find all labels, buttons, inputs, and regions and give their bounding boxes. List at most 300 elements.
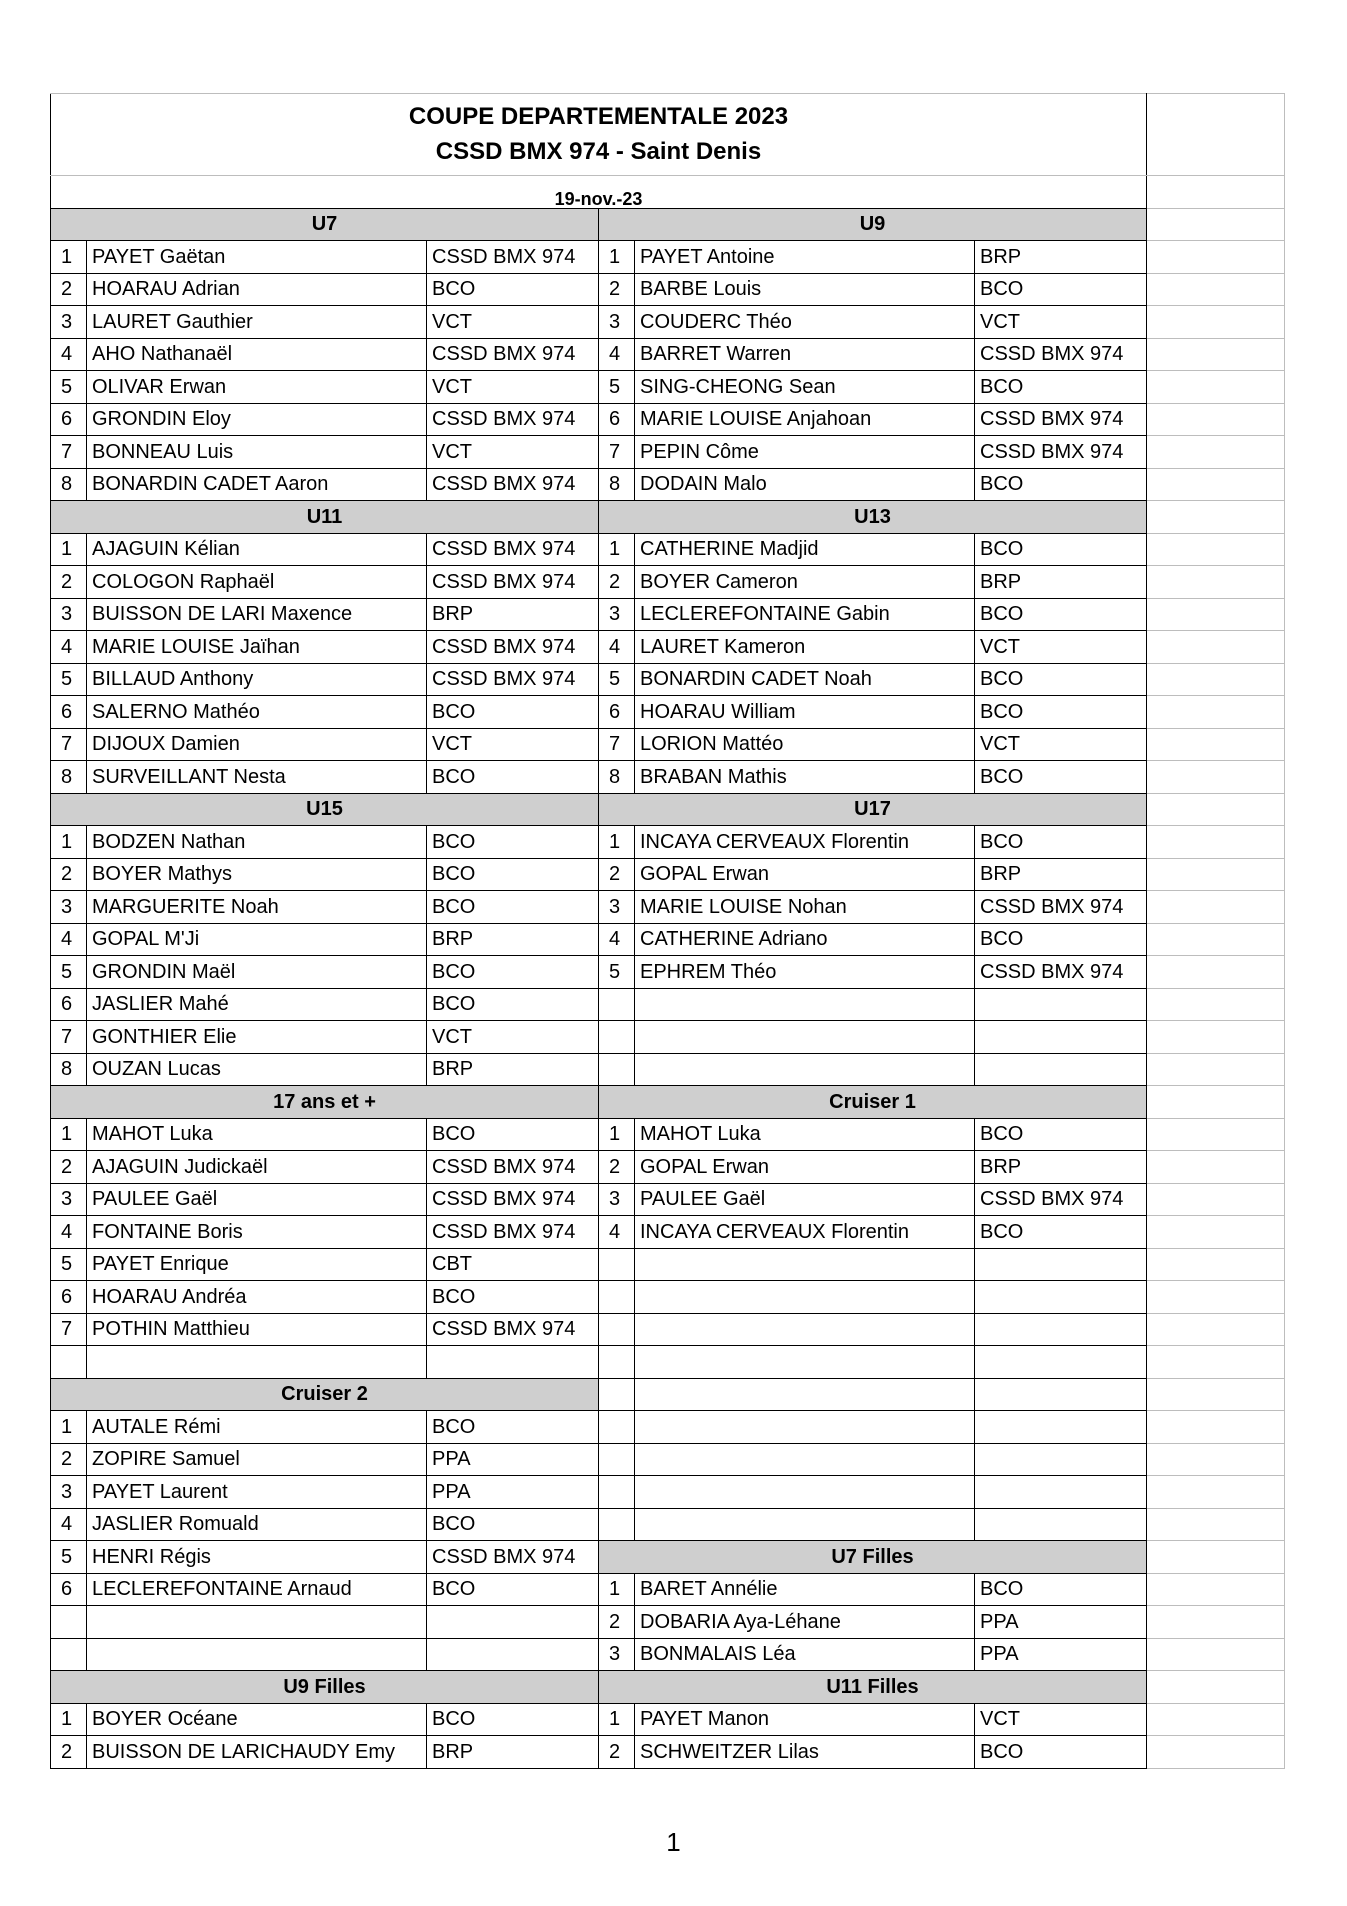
rider-name-cell: COLOGON Raphaël — [87, 566, 427, 599]
rank-cell — [51, 1638, 87, 1671]
rank-cell: 4 — [599, 631, 635, 664]
empty-cell — [1147, 1671, 1285, 1704]
rank-cell: 2 — [51, 1443, 87, 1476]
rank-cell: 7 — [51, 436, 87, 469]
empty-cell — [1147, 1086, 1285, 1119]
rider-name-cell: JASLIER Mahé — [87, 988, 427, 1021]
club-cell: BCO — [975, 1118, 1147, 1151]
table-row — [51, 1476, 1285, 1509]
rider-name-cell: DODAIN Malo — [635, 468, 975, 501]
rider-name-cell: BRABAN Mathis — [635, 761, 975, 794]
club-cell: CSSD BMX 974 — [427, 338, 599, 371]
empty-cell — [1147, 533, 1285, 566]
rider-name-cell — [635, 1313, 975, 1346]
rider-name-cell: MARIE LOUISE Jaïhan — [87, 631, 427, 664]
rider-name-cell: LORION Mattéo — [635, 728, 975, 761]
results-sheet — [50, 93, 1285, 1769]
club-cell: BRP — [427, 1053, 599, 1086]
rank-cell: 6 — [51, 403, 87, 436]
table-row — [51, 1703, 1285, 1736]
rank-cell: 1 — [51, 241, 87, 274]
rank-cell: 2 — [599, 566, 635, 599]
rider-name-cell: PAULEE Gaël — [635, 1183, 975, 1216]
empty-cell — [1147, 1606, 1285, 1639]
rider-name-cell: GRONDIN Eloy — [87, 403, 427, 436]
rider-name-cell: BONARDIN CADET Aaron — [87, 468, 427, 501]
empty-cell — [1147, 371, 1285, 404]
rider-name-cell: DIJOUX Damien — [87, 728, 427, 761]
rider-name-cell: GOPAL M'Ji — [87, 923, 427, 956]
rider-name-cell — [635, 1508, 975, 1541]
rank-cell — [599, 1443, 635, 1476]
rider-name-cell: HENRI Régis — [87, 1541, 427, 1574]
rank-cell: 3 — [599, 1183, 635, 1216]
rider-name-cell: PAYET Manon — [635, 1703, 975, 1736]
category-header: Cruiser 1 — [599, 1086, 1147, 1119]
rank-cell: 2 — [51, 273, 87, 306]
club-cell: PPA — [975, 1638, 1147, 1671]
rider-name-cell: OLIVAR Erwan — [87, 371, 427, 404]
club-cell: PPA — [427, 1443, 599, 1476]
rank-cell: 1 — [599, 533, 635, 566]
table-row — [51, 1638, 1285, 1671]
rider-name-cell: INCAYA CERVEAUX Florentin — [635, 1216, 975, 1249]
empty-cell — [1147, 728, 1285, 761]
rank-cell: 5 — [51, 371, 87, 404]
rider-name-cell: MARIE LOUISE Anjahoan — [635, 403, 975, 436]
rank-cell: 1 — [599, 241, 635, 274]
rider-name-cell: POTHIN Matthieu — [87, 1313, 427, 1346]
table-row — [51, 696, 1285, 729]
club-cell: VCT — [427, 1021, 599, 1054]
rank-cell: 3 — [599, 1638, 635, 1671]
club-cell: CSSD BMX 974 — [427, 241, 599, 274]
rank-cell: 8 — [599, 761, 635, 794]
club-cell: PPA — [975, 1606, 1147, 1639]
club-cell: BCO — [427, 1411, 599, 1444]
rank-cell: 5 — [51, 1541, 87, 1574]
club-cell — [975, 1508, 1147, 1541]
title-line-2: CSSD BMX 974 - Saint Denis — [435, 137, 762, 165]
table-row — [51, 1378, 1285, 1411]
club-cell: CSSD BMX 974 — [975, 956, 1147, 989]
rider-name-cell — [635, 988, 975, 1021]
empty-cell — [1147, 338, 1285, 371]
rank-cell — [599, 1248, 635, 1281]
table-row — [51, 1541, 1285, 1574]
rider-name-cell — [87, 1346, 427, 1379]
empty-cell — [1147, 208, 1285, 241]
empty-cell — [1147, 306, 1285, 339]
club-cell — [975, 1476, 1147, 1509]
table-row — [51, 1313, 1285, 1346]
club-cell: VCT — [427, 728, 599, 761]
table-row — [51, 1443, 1285, 1476]
empty-cell — [1147, 241, 1285, 274]
empty-cell — [1147, 1053, 1285, 1086]
empty-cell — [1147, 858, 1285, 891]
empty-cell — [1147, 436, 1285, 469]
empty-cell — [1147, 1118, 1285, 1151]
rank-cell: 6 — [599, 403, 635, 436]
rank-cell: 1 — [51, 1703, 87, 1736]
rider-name-cell: HOARAU Andréa — [87, 1281, 427, 1314]
club-cell — [975, 988, 1147, 1021]
empty-cell — [1147, 923, 1285, 956]
rank-cell: 2 — [51, 566, 87, 599]
table-row — [51, 728, 1285, 761]
rider-name-cell: CATHERINE Madjid — [635, 533, 975, 566]
category-header: Cruiser 2 — [51, 1378, 599, 1411]
empty-cell — [1147, 1411, 1285, 1444]
club-cell: VCT — [427, 436, 599, 469]
rider-name-cell: HOARAU William — [635, 696, 975, 729]
rider-name-cell: GOPAL Erwan — [635, 858, 975, 891]
rank-cell: 1 — [599, 826, 635, 859]
rank-cell: 2 — [51, 1151, 87, 1184]
rider-name-cell: BONMALAIS Léa — [635, 1638, 975, 1671]
empty-cell — [1147, 631, 1285, 664]
table-row — [51, 631, 1285, 664]
table-row — [51, 1183, 1285, 1216]
rank-cell: 4 — [599, 923, 635, 956]
club-cell: CSSD BMX 974 — [427, 566, 599, 599]
rider-name-cell: PEPIN Côme — [635, 436, 975, 469]
rider-name-cell — [635, 1021, 975, 1054]
table-row — [51, 1346, 1285, 1379]
rider-name-cell: PAYET Gaëtan — [87, 241, 427, 274]
empty-cell — [1147, 403, 1285, 436]
club-cell: BCO — [427, 826, 599, 859]
empty-cell — [1147, 1313, 1285, 1346]
rank-cell — [599, 988, 635, 1021]
club-cell: CSSD BMX 974 — [427, 1541, 599, 1574]
empty-cell — [1147, 1021, 1285, 1054]
club-cell — [427, 1346, 599, 1379]
rider-name-cell: MARGUERITE Noah — [87, 891, 427, 924]
club-cell: BCO — [427, 696, 599, 729]
club-cell: BRP — [427, 923, 599, 956]
rank-cell: 5 — [51, 663, 87, 696]
rider-name-cell: PAYET Antoine — [635, 241, 975, 274]
rider-name-cell — [635, 1346, 975, 1379]
rider-name-cell: FONTAINE Boris — [87, 1216, 427, 1249]
table-row — [51, 956, 1285, 989]
club-cell — [975, 1053, 1147, 1086]
rider-name-cell: LAURET Gauthier — [87, 306, 427, 339]
club-cell: PPA — [427, 1476, 599, 1509]
club-cell: CSSD BMX 974 — [975, 436, 1147, 469]
club-cell: BRP — [975, 858, 1147, 891]
event-date: 19-nov.-23 — [51, 176, 1147, 209]
rider-name-cell — [635, 1443, 975, 1476]
table-row — [51, 891, 1285, 924]
club-cell: BCO — [427, 1508, 599, 1541]
table-row — [51, 208, 1285, 241]
rank-cell: 3 — [51, 598, 87, 631]
rider-name-cell: BODZEN Nathan — [87, 826, 427, 859]
rider-name-cell — [635, 1378, 975, 1411]
table-row — [51, 468, 1285, 501]
rank-cell: 4 — [599, 338, 635, 371]
club-cell: BCO — [427, 988, 599, 1021]
rank-cell: 4 — [51, 1508, 87, 1541]
club-cell — [975, 1443, 1147, 1476]
club-cell: CSSD BMX 974 — [975, 338, 1147, 371]
rank-cell: 6 — [51, 1281, 87, 1314]
club-cell: BRP — [975, 241, 1147, 274]
club-cell: BCO — [427, 1703, 599, 1736]
rank-cell: 2 — [599, 858, 635, 891]
rank-cell: 7 — [51, 1313, 87, 1346]
empty-cell — [1147, 501, 1285, 534]
rider-name-cell: AHO Nathanaël — [87, 338, 427, 371]
rank-cell: 3 — [599, 598, 635, 631]
empty-cell — [1147, 1281, 1285, 1314]
category-header: U13 — [599, 501, 1147, 534]
club-cell: CSSD BMX 974 — [427, 1313, 599, 1346]
category-header: U11 — [51, 501, 599, 534]
rider-name-cell: AUTALE Rémi — [87, 1411, 427, 1444]
rank-cell: 4 — [51, 1216, 87, 1249]
club-cell — [975, 1378, 1147, 1411]
club-cell: BCO — [975, 598, 1147, 631]
rank-cell: 3 — [51, 306, 87, 339]
club-cell: BCO — [427, 858, 599, 891]
rider-name-cell — [87, 1606, 427, 1639]
rank-cell: 8 — [599, 468, 635, 501]
table-row — [51, 1411, 1285, 1444]
table-row — [51, 1248, 1285, 1281]
club-cell: CSSD BMX 974 — [427, 663, 599, 696]
rank-cell: 8 — [51, 761, 87, 794]
title-line-1: COUPE DEPARTEMENTALE 2023 — [408, 102, 789, 130]
empty-cell — [1147, 1248, 1285, 1281]
rank-cell: 3 — [51, 891, 87, 924]
rank-cell: 5 — [599, 663, 635, 696]
rider-name-cell — [635, 1248, 975, 1281]
table-row — [51, 1736, 1285, 1769]
rank-cell: 3 — [599, 306, 635, 339]
rank-cell: 4 — [51, 338, 87, 371]
club-cell: CSSD BMX 974 — [427, 1183, 599, 1216]
club-cell: VCT — [975, 728, 1147, 761]
club-cell: BCO — [975, 533, 1147, 566]
club-cell: BCO — [427, 1118, 599, 1151]
club-cell — [975, 1346, 1147, 1379]
table-row — [51, 338, 1285, 371]
table-row — [51, 988, 1285, 1021]
category-header: U17 — [599, 793, 1147, 826]
page-number: 1 — [666, 1827, 681, 1857]
table-row — [51, 761, 1285, 794]
rider-name-cell: LAURET Kameron — [635, 631, 975, 664]
rank-cell — [599, 1508, 635, 1541]
empty-cell — [1147, 1183, 1285, 1216]
rank-cell: 7 — [599, 436, 635, 469]
rank-cell: 3 — [51, 1476, 87, 1509]
category-header: U7 Filles — [599, 1541, 1147, 1574]
rank-cell: 2 — [51, 1736, 87, 1769]
table-row — [51, 241, 1285, 274]
rider-name-cell: MAHOT Luka — [87, 1118, 427, 1151]
rider-name-cell: GONTHIER Elie — [87, 1021, 427, 1054]
rank-cell: 7 — [51, 1021, 87, 1054]
rank-cell: 2 — [599, 1606, 635, 1639]
rank-cell: 5 — [51, 1248, 87, 1281]
club-cell: CSSD BMX 974 — [427, 403, 599, 436]
rider-name-cell: BUISSON DE LARI Maxence — [87, 598, 427, 631]
club-cell — [975, 1281, 1147, 1314]
club-cell: BCO — [975, 826, 1147, 859]
empty-cell — [1147, 761, 1285, 794]
rank-cell: 1 — [51, 1411, 87, 1444]
empty-cell — [1147, 1541, 1285, 1574]
rank-cell: 5 — [599, 956, 635, 989]
rider-name-cell: BONNEAU Luis — [87, 436, 427, 469]
table-row — [51, 826, 1285, 859]
club-cell: BCO — [427, 1573, 599, 1606]
rider-name-cell: BARET Annélie — [635, 1573, 975, 1606]
table-row — [51, 403, 1285, 436]
rank-cell: 4 — [599, 1216, 635, 1249]
rider-name-cell: PAULEE Gaël — [87, 1183, 427, 1216]
rank-cell: 2 — [51, 858, 87, 891]
rider-name-cell: BONARDIN CADET Noah — [635, 663, 975, 696]
empty-cell — [1147, 1443, 1285, 1476]
rank-cell: 6 — [51, 1573, 87, 1606]
empty-cell — [1147, 1508, 1285, 1541]
rider-name-cell: BUISSON DE LARICHAUDY Emy — [87, 1736, 427, 1769]
rider-name-cell: OUZAN Lucas — [87, 1053, 427, 1086]
table-row — [51, 1573, 1285, 1606]
club-cell — [975, 1313, 1147, 1346]
table-row — [51, 1151, 1285, 1184]
rank-cell: 5 — [599, 371, 635, 404]
table-row — [51, 1281, 1285, 1314]
rider-name-cell — [635, 1053, 975, 1086]
table-row — [51, 598, 1285, 631]
rank-cell: 6 — [51, 696, 87, 729]
club-cell: BCO — [975, 371, 1147, 404]
rank-cell: 1 — [599, 1703, 635, 1736]
club-cell: VCT — [975, 1703, 1147, 1736]
rank-cell — [599, 1378, 635, 1411]
empty-cell — [1147, 696, 1285, 729]
empty-cell — [1147, 793, 1285, 826]
empty-cell — [1147, 988, 1285, 1021]
rank-cell: 1 — [599, 1573, 635, 1606]
rider-name-cell: COUDERC Théo — [635, 306, 975, 339]
rank-cell — [51, 1606, 87, 1639]
empty-cell — [1147, 273, 1285, 306]
document-title — [51, 94, 1147, 176]
club-cell — [975, 1021, 1147, 1054]
rider-name-cell: INCAYA CERVEAUX Florentin — [635, 826, 975, 859]
rank-cell: 7 — [51, 728, 87, 761]
club-cell: BCO — [975, 273, 1147, 306]
rank-cell — [51, 1346, 87, 1379]
table-row — [51, 306, 1285, 339]
category-header: U9 — [599, 208, 1147, 241]
rider-name-cell: ZOPIRE Samuel — [87, 1443, 427, 1476]
club-cell: BCO — [975, 761, 1147, 794]
rank-cell — [599, 1346, 635, 1379]
rider-name-cell: PAYET Laurent — [87, 1476, 427, 1509]
rider-name-cell: MARIE LOUISE Nohan — [635, 891, 975, 924]
rank-cell: 2 — [599, 1736, 635, 1769]
club-cell: CSSD BMX 974 — [427, 533, 599, 566]
empty-cell — [1147, 1638, 1285, 1671]
rider-name-cell: BARBE Louis — [635, 273, 975, 306]
club-cell: BCO — [975, 468, 1147, 501]
category-header: 17 ans et + — [51, 1086, 599, 1119]
rider-name-cell: AJAGUIN Kélian — [87, 533, 427, 566]
table-row — [51, 1671, 1285, 1704]
table-row — [51, 663, 1285, 696]
table-row — [51, 923, 1285, 956]
club-cell: BCO — [427, 273, 599, 306]
rider-name-cell: BARRET Warren — [635, 338, 975, 371]
rank-cell: 1 — [51, 1118, 87, 1151]
table-row — [51, 1118, 1285, 1151]
empty-cell — [1147, 1346, 1285, 1379]
table-row — [51, 793, 1285, 826]
club-cell: BCO — [975, 696, 1147, 729]
rank-cell: 4 — [51, 923, 87, 956]
rank-cell: 1 — [51, 533, 87, 566]
club-cell: BCO — [975, 1736, 1147, 1769]
rank-cell: 7 — [599, 728, 635, 761]
empty-cell — [1147, 663, 1285, 696]
club-cell: CSSD BMX 974 — [975, 1183, 1147, 1216]
rider-name-cell: BOYER Mathys — [87, 858, 427, 891]
rank-cell: 2 — [599, 273, 635, 306]
rank-cell: 2 — [599, 1151, 635, 1184]
rider-name-cell: GRONDIN Maël — [87, 956, 427, 989]
rider-name-cell: LECLEREFONTAINE Gabin — [635, 598, 975, 631]
rider-name-cell: SING-CHEONG Sean — [635, 371, 975, 404]
rank-cell: 5 — [51, 956, 87, 989]
rider-name-cell: HOARAU Adrian — [87, 273, 427, 306]
rank-cell — [599, 1313, 635, 1346]
club-cell: CSSD BMX 974 — [427, 1216, 599, 1249]
empty-cell — [1147, 1151, 1285, 1184]
club-cell: CBT — [427, 1248, 599, 1281]
club-cell: VCT — [427, 306, 599, 339]
club-cell: VCT — [975, 306, 1147, 339]
club-cell: CSSD BMX 974 — [975, 891, 1147, 924]
rider-name-cell — [635, 1476, 975, 1509]
rider-name-cell — [635, 1281, 975, 1314]
rank-cell — [599, 1281, 635, 1314]
category-header: U7 — [51, 208, 599, 241]
club-cell: BRP — [427, 1736, 599, 1769]
club-cell: BRP — [427, 598, 599, 631]
empty-cell — [1147, 176, 1285, 209]
club-cell: BCO — [975, 1573, 1147, 1606]
club-cell: BCO — [975, 1216, 1147, 1249]
rider-name-cell: DOBARIA Aya-Léhane — [635, 1606, 975, 1639]
rider-name-cell: CATHERINE Adriano — [635, 923, 975, 956]
rank-cell: 6 — [51, 988, 87, 1021]
category-header: U9 Filles — [51, 1671, 599, 1704]
rider-name-cell: BOYER Océane — [87, 1703, 427, 1736]
rider-name-cell: GOPAL Erwan — [635, 1151, 975, 1184]
table-row — [51, 371, 1285, 404]
club-cell: BCO — [975, 663, 1147, 696]
rider-name-cell: PAYET Enrique — [87, 1248, 427, 1281]
